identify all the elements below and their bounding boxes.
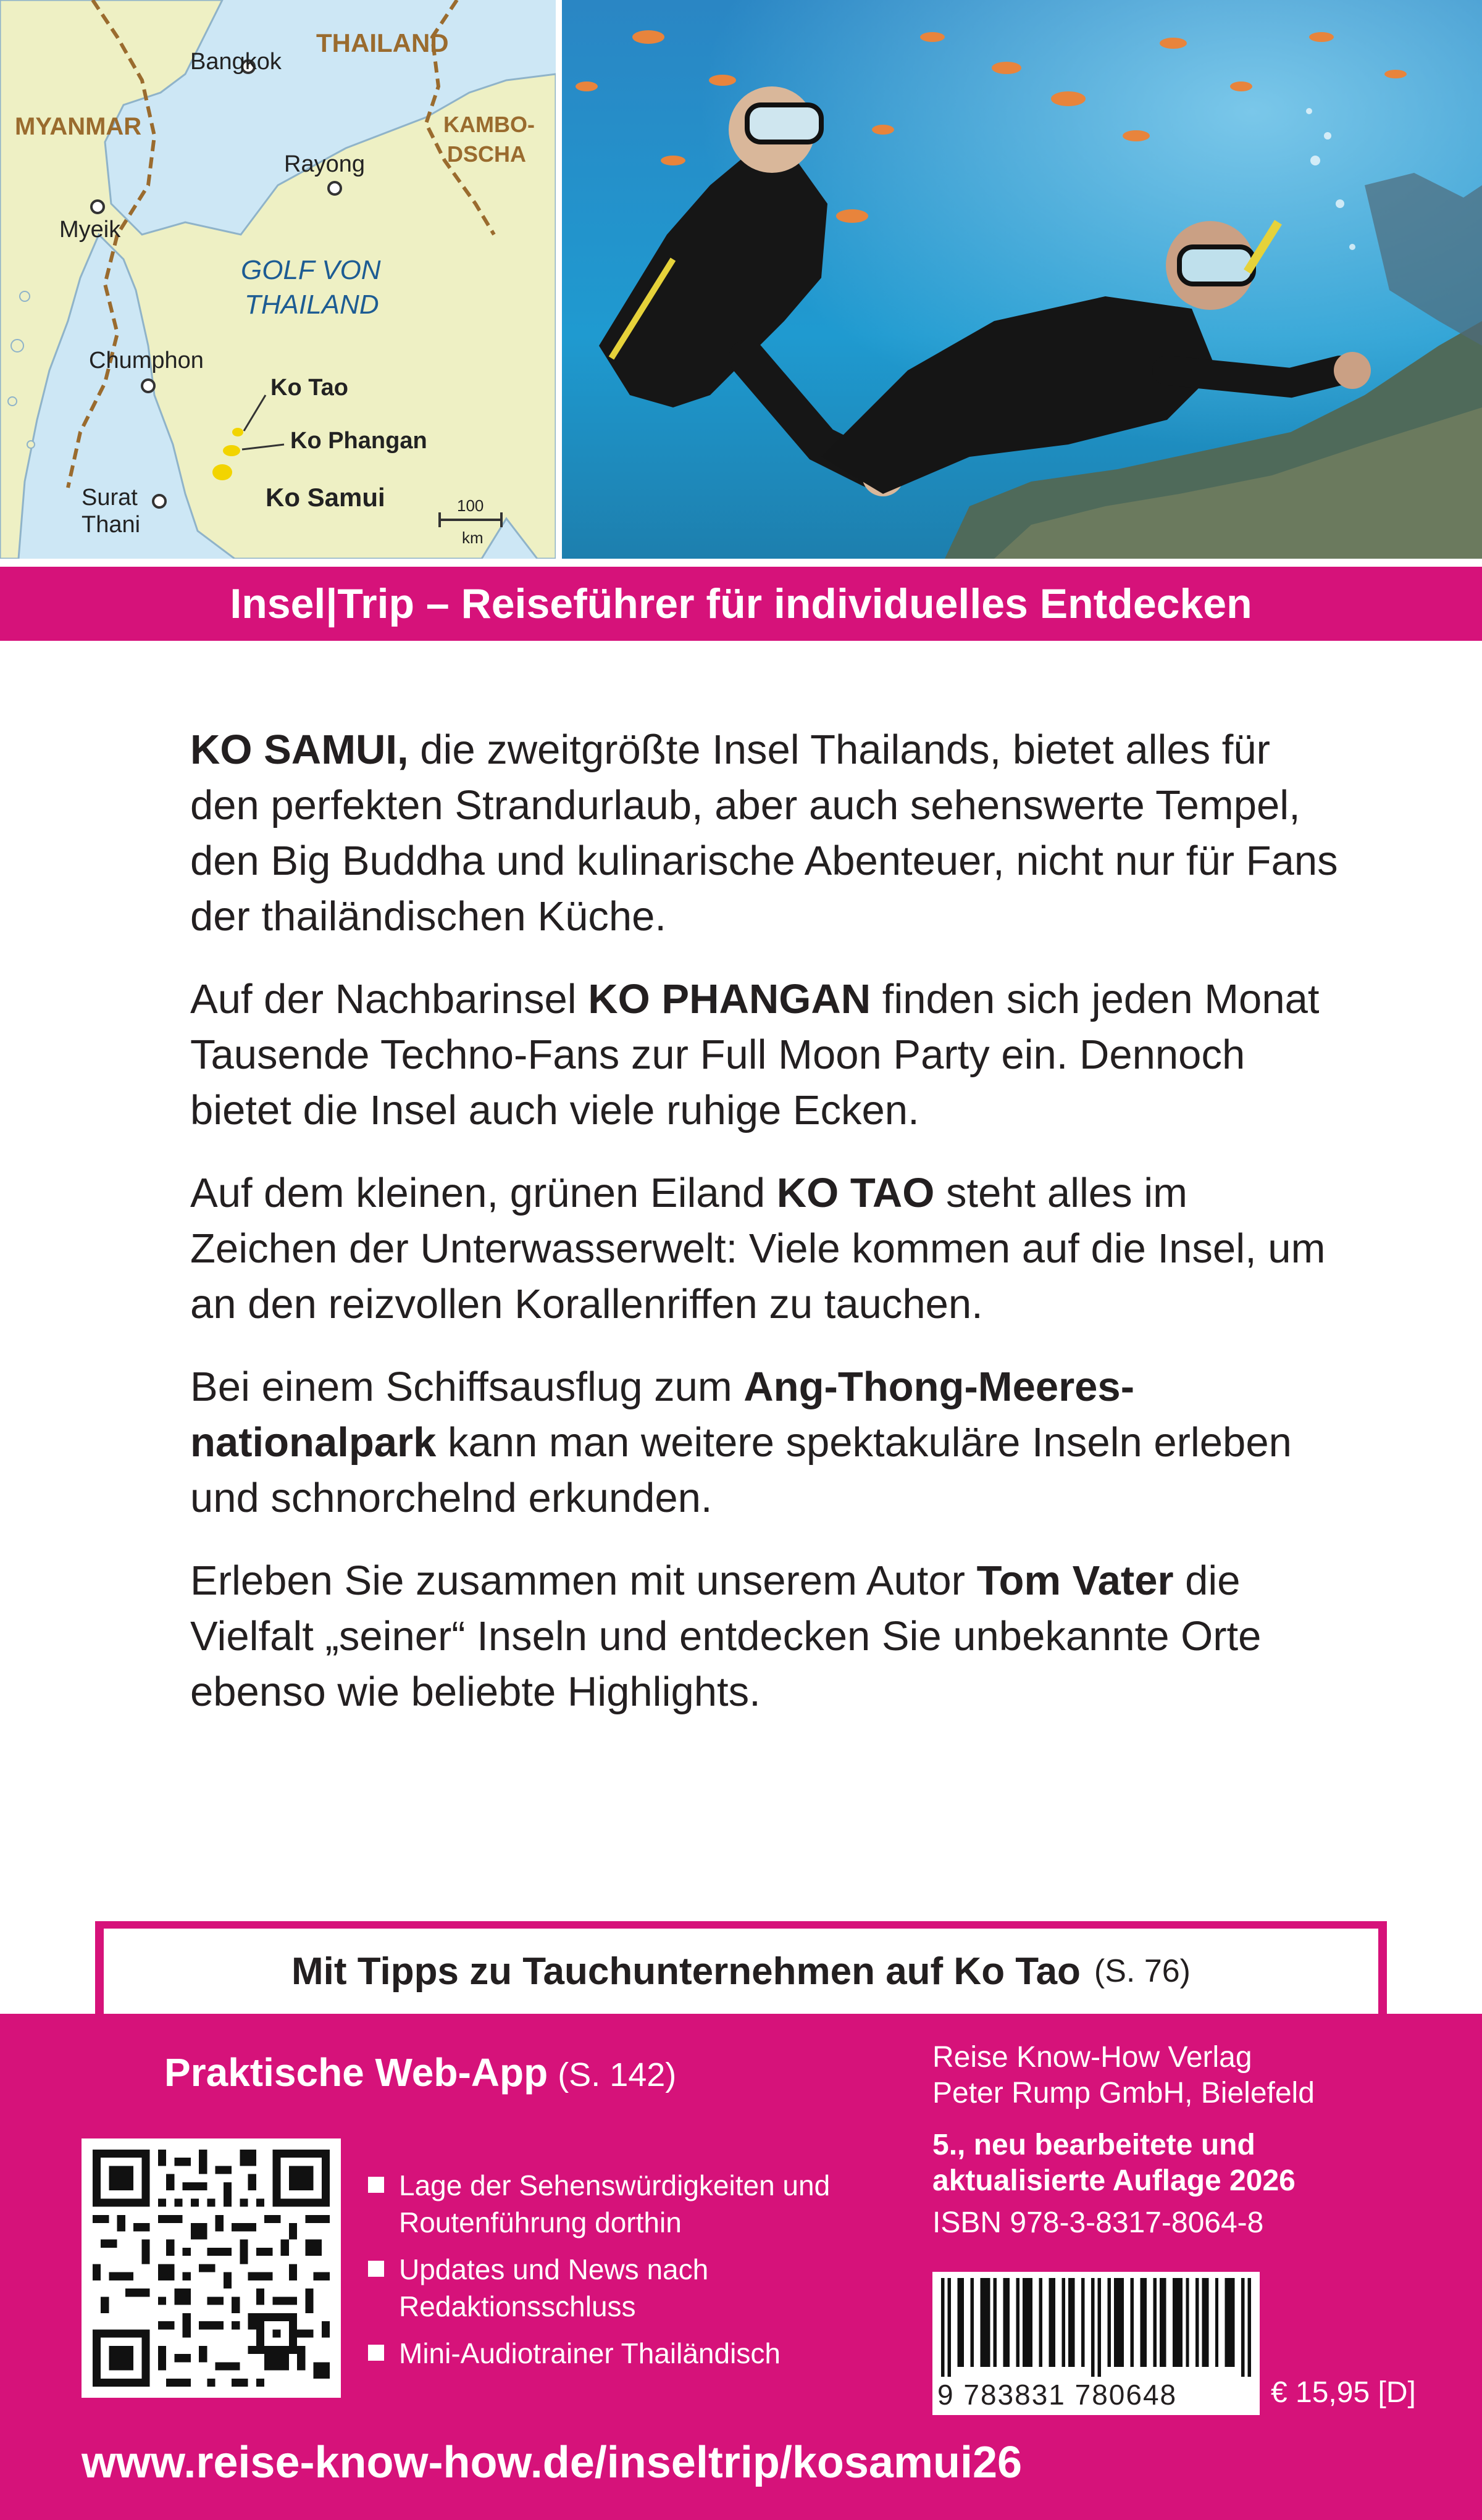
scale-value: 100 [457, 496, 484, 515]
diving-tip-inner [104, 1929, 1378, 2014]
paragraph-text: Auf dem kleinen, grünen Eiland [190, 1170, 777, 1216]
highlight-ko-samui: KO SAMUI, [190, 727, 409, 773]
island-label-ko-samui: Ko Samui [266, 483, 385, 512]
sea-label-1: GOLF VON [241, 255, 381, 285]
footer-panel [0, 2014, 1482, 2520]
island-label-ko-tao: Ko Tao [270, 375, 348, 401]
feature-item: Lage der Sehenswürdigkeiten und Routenführung dorthin [368, 2167, 899, 2241]
feature-item: Updates und News nach Redaktionsschluss [368, 2251, 899, 2325]
map-graphic [0, 0, 556, 559]
publisher-company: Peter Rump GmbH, Bielefeld [932, 2077, 1315, 2109]
highlight-ang-thong: Ang-Thong-Meeresnationalpark [190, 1364, 1135, 1466]
paragraph-ang-thong [190, 1359, 1339, 1526]
publisher-info [932, 2040, 1426, 2241]
diving-tip-text: Mit Tipps zu Tauchunternehmen auf Ko Tao [291, 1950, 1081, 1993]
highlight-ko-phangan: KO PHANGAN [588, 976, 871, 1022]
highlight-author: Tom Vater [976, 1558, 1174, 1604]
webapp-title: Praktische Web-App [164, 2050, 548, 2095]
scale-unit: km [462, 528, 484, 547]
barcode-bars [941, 2278, 1251, 2377]
country-label-thailand: THAILAND [316, 28, 449, 57]
isbn: ISBN 978-3-8317-8064-8 [932, 2206, 1264, 2239]
webapp-heading [164, 2050, 676, 2095]
city-label-bangkok: Bangkok [190, 49, 282, 75]
underwater-scene [562, 0, 1482, 559]
series-tagline: Insel|Trip – Reiseführer für individuelles Entdecken [230, 580, 1252, 627]
city-label-chumphon: Chumphon [89, 348, 204, 373]
paragraph-text: kann man weitere spektakuläre Inseln erleben und schnorchelnd erkunden. [190, 1419, 1292, 1521]
barcode-block [932, 2272, 1451, 2415]
city-label-rayong: Rayong [284, 151, 365, 177]
diving-tip-page: (S. 76) [1094, 1953, 1191, 1989]
feature-item: Mini-Audiotrainer Thailändisch [368, 2335, 899, 2372]
publisher-name: Reise Know-How Verlag [932, 2041, 1252, 2074]
highlight-ko-tao: KO TAO [776, 1170, 935, 1216]
webapp-page: (S. 142) [558, 2056, 677, 2093]
price: € 15,95 [D] [1271, 2376, 1416, 2409]
paragraph-text: Bei einem Schiffsausflug zum [190, 1364, 744, 1410]
paragraph-ko-samui [190, 722, 1339, 945]
country-label-kambodscha-2: DSCHA [447, 141, 527, 167]
country-label-myanmar: MYANMAR [15, 113, 142, 140]
qr-code-graphic [93, 2150, 330, 2387]
barcode-number: 9 783831 780648 [937, 2379, 1178, 2411]
series-tagline-band [0, 567, 1482, 641]
paragraph-text: Erleben Sie zusammen mit unserem Autor [190, 1558, 977, 1604]
sea-label-2: THAILAND [245, 290, 379, 320]
paragraph-author [190, 1553, 1339, 1720]
qr-code[interactable] [82, 2138, 341, 2398]
island-label-ko-phangan: Ko Phangan [290, 428, 427, 454]
description-text [190, 722, 1339, 1747]
country-label-kambodscha-1: KAMBO- [443, 112, 535, 137]
paragraph-text: steht alles im Zeichen der Unterwasserwelt: Viele kommen auf die Insel, um an den reizvollen Korallenriffen zu tauchen. [190, 1170, 1326, 1327]
website-url[interactable]: www.reise-know-how.de/inseltrip/kosamui26 [82, 2438, 1023, 2487]
city-label-surat: Surat [82, 485, 138, 511]
diving-photo [562, 0, 1482, 559]
diving-tip-box [95, 1921, 1387, 2014]
region-map [0, 0, 556, 559]
city-label-thani: Thani [82, 512, 141, 538]
webapp-feature-list [368, 2167, 899, 2382]
edition-line-2: aktualisierte Auflage 2026 [932, 2164, 1296, 2197]
paragraph-ko-tao [190, 1166, 1339, 1332]
cover-images [0, 0, 1482, 559]
paragraph-text: die zweitgrößte Insel Thailands, bietet alles für den perfekten Strandurlaub, aber auch sehenswerte Tempel, den Big Buddha und kulinarische Abenteuer, nicht nur für Fans der thailändischen Küche. [190, 727, 1338, 940]
barcode-panel [932, 2272, 1260, 2415]
paragraph-ko-phangan [190, 972, 1339, 1138]
paragraph-text: Auf der Nachbarinsel [190, 976, 588, 1022]
paragraph-text: die Vielfalt „seiner“ Inseln und entdecken Sie unbekannte Orte ebenso wie beliebte Highlights. [190, 1558, 1262, 1715]
city-label-myeik: Myeik [59, 217, 121, 243]
paragraph-text: finden sich jeden Monat Tausende Techno-Fans zur Full Moon Party ein. Dennoch bietet die Insel auch viele ruhige Ecken. [190, 976, 1320, 1133]
edition-line-1: 5., neu bearbeitete und [932, 2129, 1255, 2161]
